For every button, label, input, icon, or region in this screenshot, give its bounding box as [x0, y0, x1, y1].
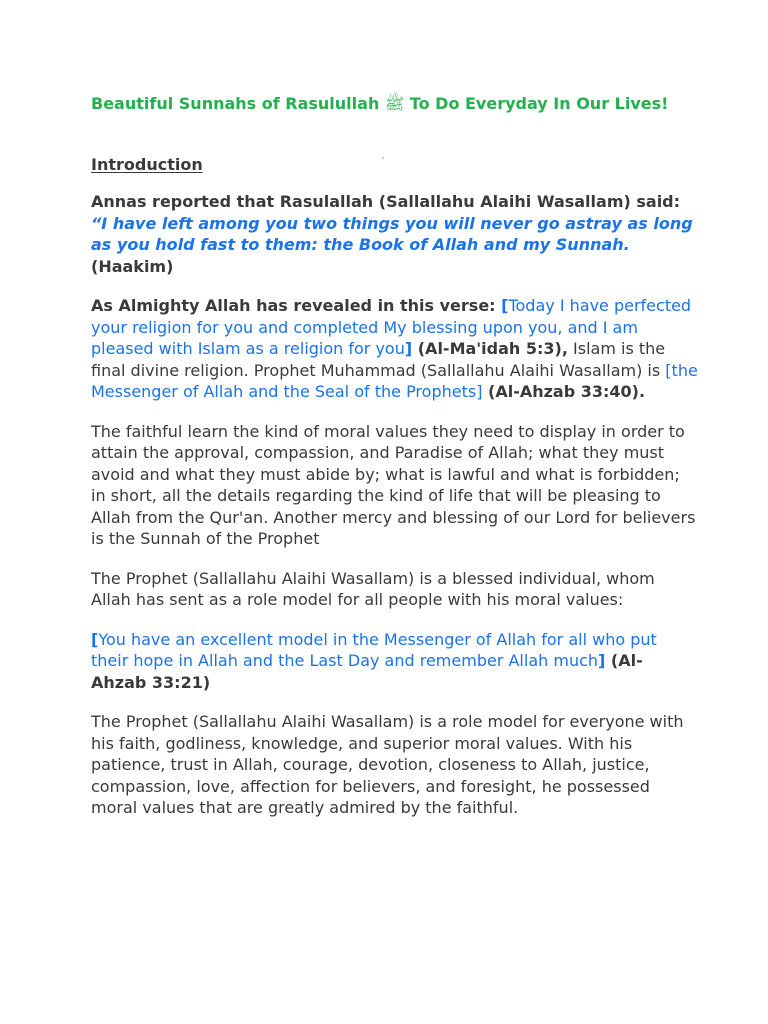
hadith-paragraph	[91, 191, 698, 277]
hadith-quote: “I have left among you two things you will never go astray as long as you hold fast to them: the Book of Allah and my Sunnah.	[91, 213, 693, 254]
salawat-glyph: ﷺ	[384, 94, 405, 113]
verse-close-bracket: ]	[404, 339, 413, 358]
hadith-lead: Annas reported that Rasulallah (Sallallahu Alaihi Wasallam) said:	[91, 192, 681, 211]
verse-middle-text: Islam is the final divine religion. Prophet Muhammad (Sallallahu Alaihi Wasallam) is	[91, 339, 666, 380]
model-open-bracket: [	[91, 629, 99, 649]
verse-paragraph	[91, 295, 698, 403]
verse-lead: As Almighty Allah has revealed in this verse:	[91, 296, 502, 315]
stray-mark	[382, 157, 384, 159]
model-verse-reference: (Al-Ahzab 33:21)	[91, 651, 643, 692]
prophet-paragraph: The Prophet (Sallallahu Alaihi Wasallam) is a blessed individual, whom Allah has sent as a role model for all people with his moral values:	[91, 568, 655, 609]
verse-reference-1: (Al-Ma'idah 5:3),	[412, 339, 568, 358]
introduction-heading: Introduction	[91, 155, 203, 174]
faithful-paragraph: The faithful learn the kind of moral values they need to display in order to attain the approval, compassion, and Paradise of Allah; what they must avoid and what they must abide by; what is lawful and what is forbidden; in short, all the details regarding the kind of life that will be pleasing to Allah from the Qur'an. Another mercy and blessing of our Lord for believers is the Sunnah of the Prophet	[91, 421, 696, 548]
verse-text-2: [the Messenger of Allah and the Seal of the Prophets]	[91, 360, 698, 401]
verse-reference-2: (Al-Ahzab 33:40).	[482, 382, 646, 401]
title-text-start: Beautiful Sunnahs of Rasulullah	[91, 94, 385, 113]
verse-open-bracket: [	[501, 296, 509, 315]
title-text-end: To Do Everyday In Our Lives!	[404, 94, 669, 113]
role-model-paragraph: The Prophet (Sallallahu Alaihi Wasallam) is a role model for everyone with his faith, godliness, knowledge, and superior moral values. With his patience, trust in Allah, courage, devotion, closeness to Allah, justice, compassion, love, affection for believers, and foresight, he possessed moral values that are greatly admired by the faithful.	[91, 712, 684, 817]
model-close-bracket: ]	[598, 651, 606, 670]
hadith-source: (Haakim)	[91, 256, 174, 276]
verse-text: Today I have perfected your religion for you and completed My blessing upon you, and I am pleased with Islam as a religion for you	[91, 296, 692, 358]
model-verse-text: You have an excellent model in the Messenger of Allah for all who put their hope in Allah and the Last Day and remember Allah much	[91, 629, 657, 670]
document-title	[91, 93, 698, 114]
model-verse-paragraph	[91, 629, 698, 694]
